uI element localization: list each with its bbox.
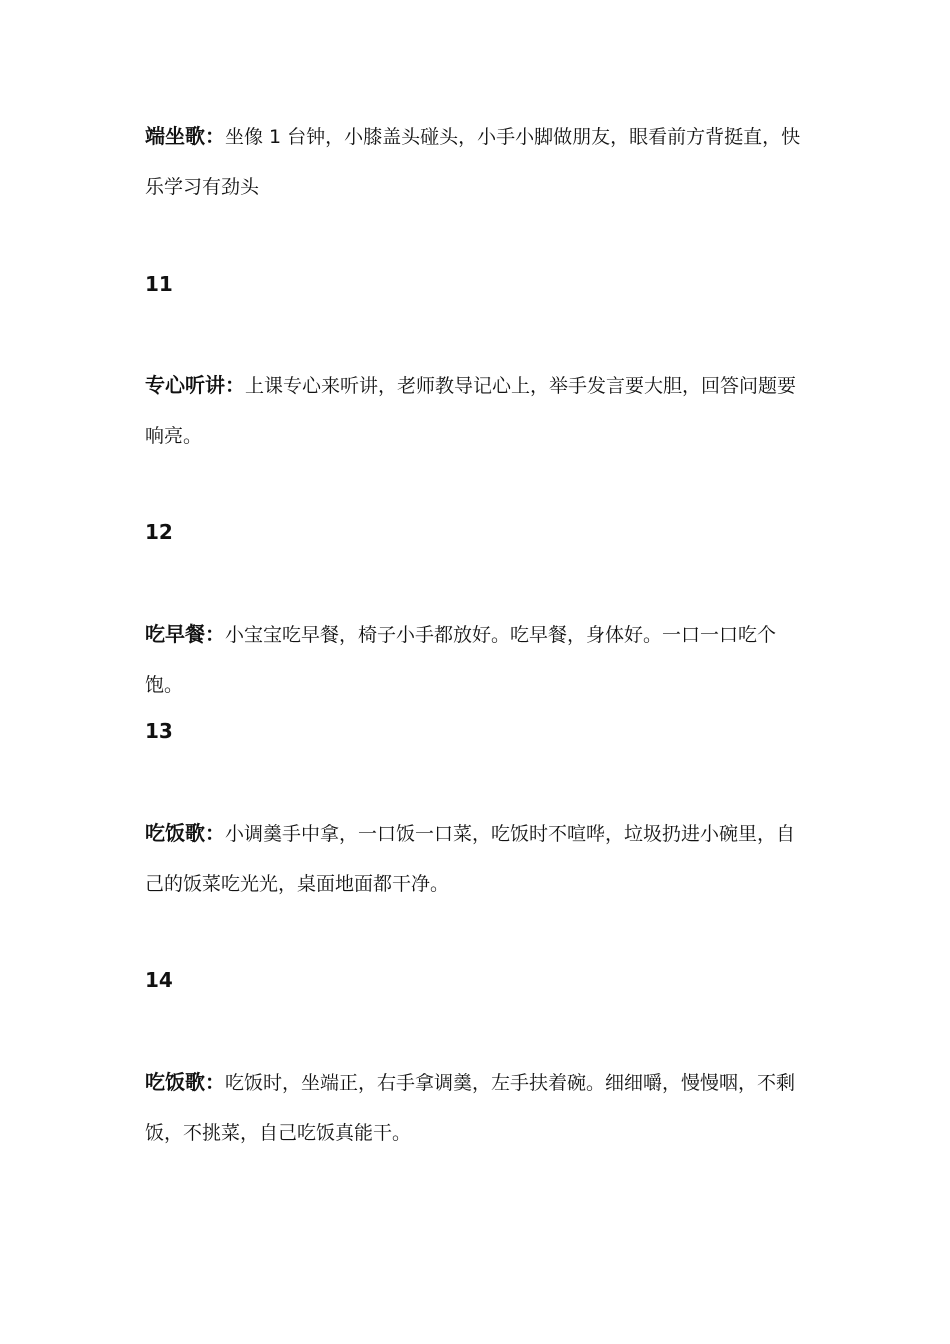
section-number: 12: [145, 520, 173, 544]
rhyme-title: 吃早餐：: [145, 622, 225, 646]
rhyme-text: 小调羹手中拿，一口饭一口菜，吃饭时不喧哗，垃圾扔进小碗里，自己的饭菜吃光光，桌面地面都干净。: [145, 823, 796, 895]
rhyme-title: 专心听讲：: [145, 373, 245, 397]
rhyme-title: 吃饭歌：: [145, 821, 225, 845]
rhyme-entry: [145, 609, 810, 710]
rhyme-entry: [145, 111, 810, 212]
rhyme-entry: [145, 1057, 810, 1158]
rhyme-text: 上课专心来听讲，老师教导记心上，举手发言要大胆，回答问题要响亮。: [145, 375, 797, 447]
rhyme-entry: [145, 360, 810, 461]
rhyme-title: 端坐歌：: [145, 124, 225, 148]
section-number: 14: [145, 968, 173, 992]
rhyme-text: 坐像 1 台钟，小膝盖头碰头，小手小脚做朋友，眼看前方背挺直，快乐学习有劲头: [145, 126, 801, 198]
rhyme-title: 吃饭歌：: [145, 1070, 225, 1094]
rhyme-text: 吃饭时，坐端正，右手拿调羹，左手扶着碗。细细嚼，慢慢咽，不剩饭，不挑菜，自己吃饭真能干。: [145, 1072, 796, 1144]
rhyme-entry: [145, 808, 810, 909]
section-number: 13: [145, 719, 173, 743]
section-number: 11: [145, 272, 173, 296]
rhyme-text: 小宝宝吃早餐，椅子小手都放好。吃早餐，身体好。一口一口吃个饱。: [145, 624, 777, 696]
